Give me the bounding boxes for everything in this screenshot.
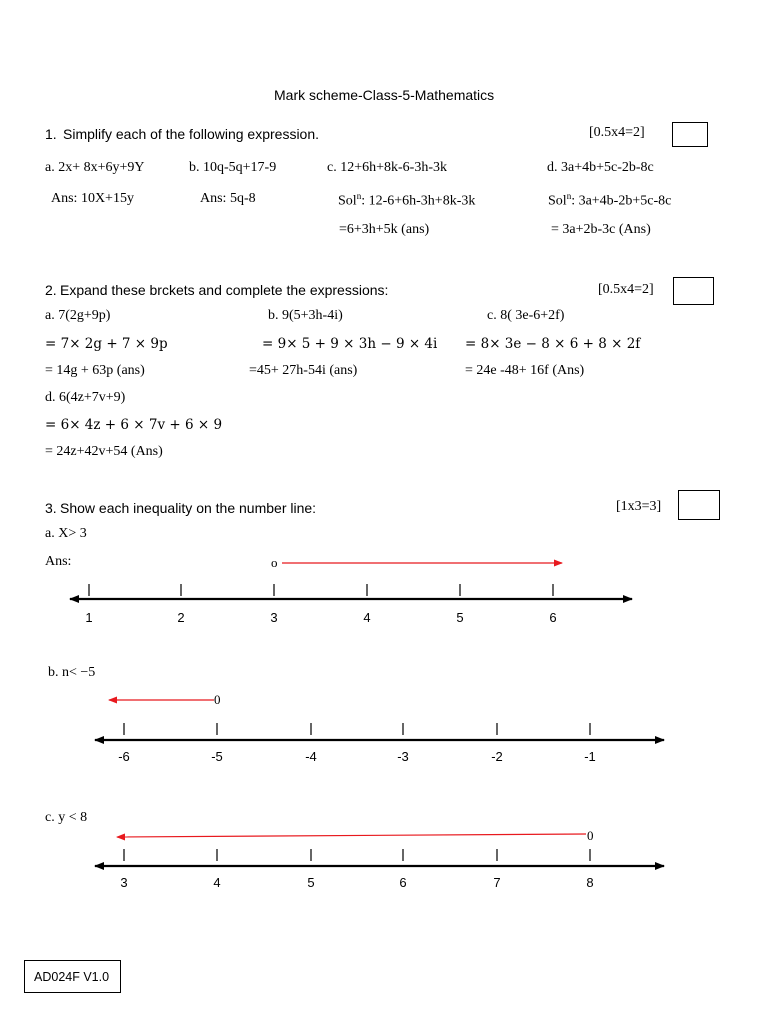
tick-label: 8 <box>586 875 594 890</box>
tick-label: 4 <box>363 610 371 625</box>
q1-c-question: c. 12+6h+8k-6-3h-3k <box>327 160 447 175</box>
tick-label: -1 <box>584 749 596 764</box>
q1-d-answer: = 3a+2b-3c (Ans) <box>551 222 651 237</box>
ticks-a <box>85 584 556 625</box>
tick-label: 6 <box>549 610 557 625</box>
tick-label: 3 <box>120 875 128 890</box>
q1-d-solution: Sol$^n$: 3a+4b-2b+5c-8c <box>548 191 672 209</box>
tick-label: 4 <box>213 875 221 890</box>
q3-c-question: c. y < 8 <box>45 810 88 825</box>
q3-a-ans-label: Ans: <box>45 554 72 569</box>
q2-b-answer: =45+ 27h-54i (ans) <box>249 363 358 378</box>
q2-c-question: c. 8( 3e-6+2f) <box>487 308 565 323</box>
q1-a-answer: Ans: 10X+15y <box>51 191 134 206</box>
q2-d-answer: = 24z+42v+54 (Ans) <box>45 444 163 459</box>
tick-label: 7 <box>493 875 501 890</box>
q3-number: 3. <box>45 500 57 516</box>
tick-label: 5 <box>456 610 464 625</box>
q3-heading: Show each inequality on the number line: <box>60 500 317 516</box>
ticks-b <box>118 723 596 764</box>
number-line-b <box>95 692 664 764</box>
q1-a-question: a. 2x+ 8x+6y+9Y <box>45 160 145 175</box>
tick-label: 6 <box>399 875 407 890</box>
q2-c-answer: = 24e -48+ 16f (Ans) <box>465 363 585 378</box>
q2-c-step: = 8× 3e − 8 × 6 + 8 × 2f <box>465 336 641 352</box>
q2-b-step: = 9× 5 + 9 × 3h − 9 × 4i <box>262 336 438 352</box>
q2-heading: Expand these brckets and complete the expressions: <box>60 282 389 298</box>
q2-marks: [0.5x4=2] <box>598 282 654 297</box>
q1-c-solution: Sol$^n$: 12-6+6h-3h+8k-3k <box>338 191 476 209</box>
ticks-c <box>120 849 593 890</box>
tick-label: 1 <box>85 610 93 625</box>
tick-label: -3 <box>397 749 409 764</box>
q1-b-answer: Ans: 5q-8 <box>200 191 256 206</box>
tick-label: -4 <box>305 749 317 764</box>
open-circle-label: o <box>271 555 278 570</box>
q3-a-question: a. X> 3 <box>45 526 87 541</box>
q2-a-question: a. 7(2g+9p) <box>45 308 111 323</box>
tick-label: -5 <box>211 749 223 764</box>
q2-b-question: b. 9(5+3h-4i) <box>268 308 343 323</box>
tick-label: -2 <box>491 749 503 764</box>
q2-d-step: = 6× 4z + 6 × 7v + 6 × 9 <box>45 417 223 433</box>
q1-d-question: d. 3a+4b+5c-2b-8c <box>547 160 654 175</box>
q1-number: 1. <box>45 126 57 142</box>
q2-number: 2. <box>45 282 57 298</box>
q1-heading: Simplify each of the following expression. <box>63 126 320 142</box>
q1-marks: [0.5x4=2] <box>589 125 645 140</box>
q3-b-question: b. n< −5 <box>48 665 96 680</box>
number-line-c <box>95 828 664 890</box>
solution-arrow <box>117 834 586 837</box>
tick-label: 3 <box>270 610 278 625</box>
tick-label: -6 <box>118 749 130 764</box>
document-code: AD024F V1.0 <box>24 960 121 993</box>
q2-a-answer: = 14g + 63p (ans) <box>45 363 145 378</box>
page-title: Mark scheme-Class-5-Mathematics <box>274 87 495 103</box>
q3-marks: [1x3=3] <box>616 499 662 514</box>
tick-label: 2 <box>177 610 185 625</box>
q1-b-question: b. 10q-5q+17-9 <box>189 160 277 175</box>
tick-label: 5 <box>307 875 315 890</box>
number-line-a <box>70 555 632 625</box>
q1-c-answer: =6+3h+5k (ans) <box>339 222 430 237</box>
open-circle-label: 0 <box>587 828 594 843</box>
open-circle-label: 0 <box>214 692 221 707</box>
q2-d-question: d. 6(4z+7v+9) <box>45 390 126 405</box>
q2-a-step: = 7× 2g + 7 × 9p <box>45 336 168 352</box>
